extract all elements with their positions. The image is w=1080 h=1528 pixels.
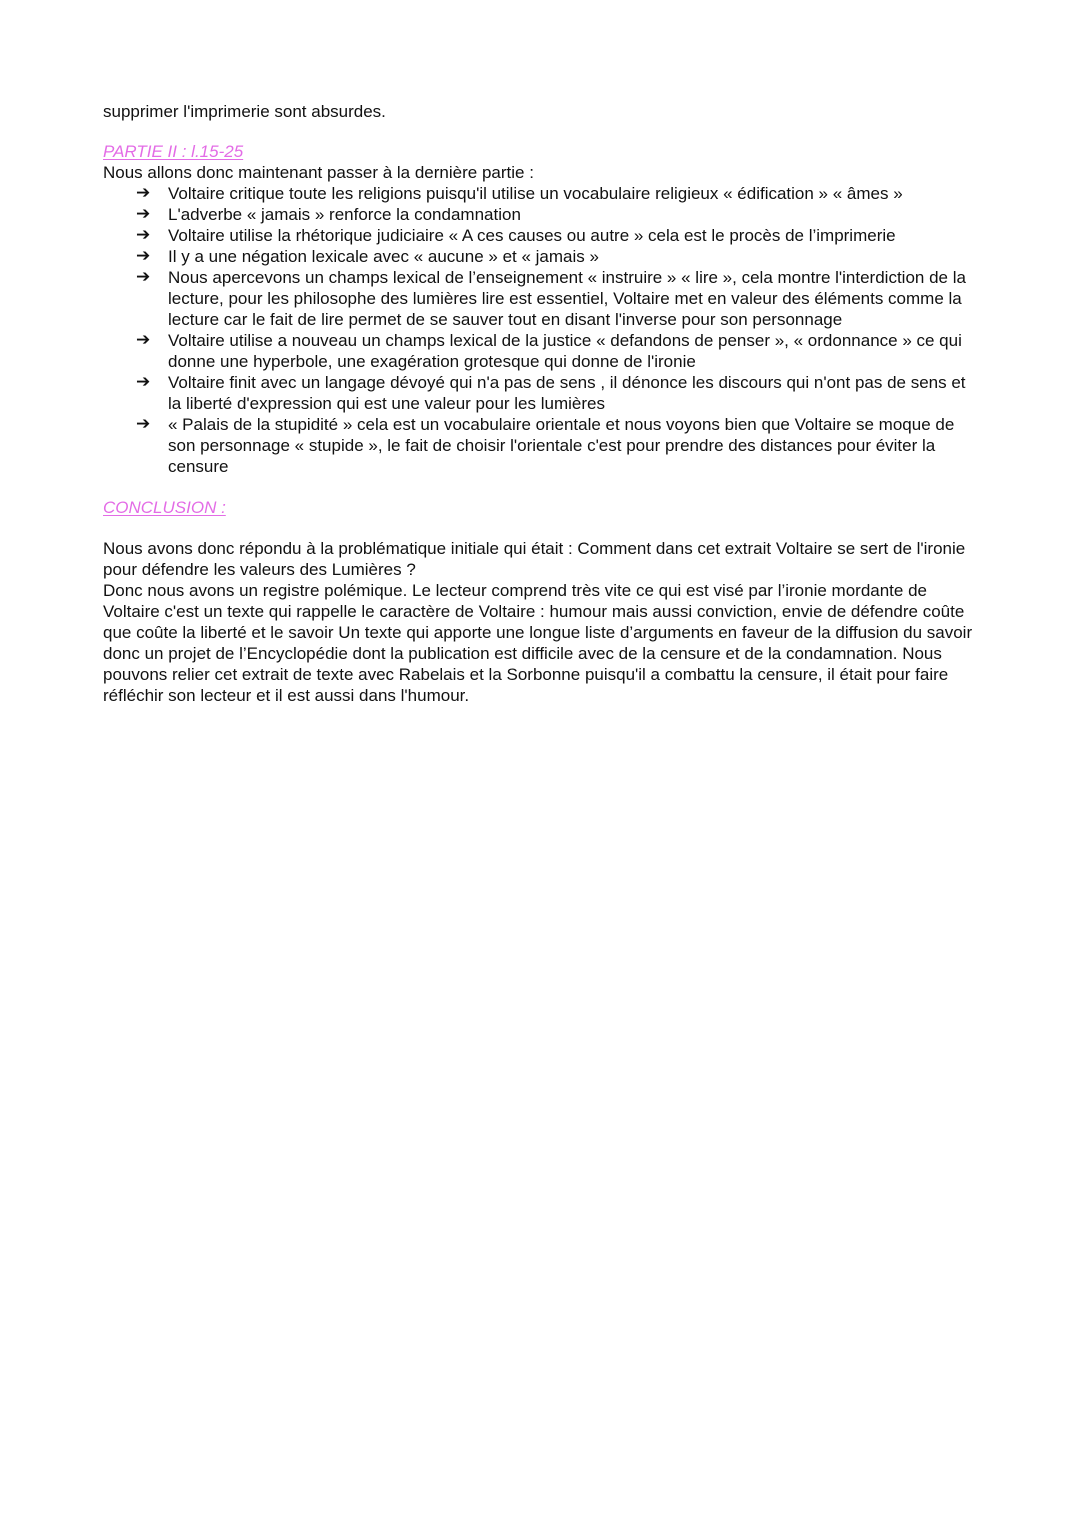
arrow-bullet-icon: ➔ [136,414,151,434]
list-item [103,267,983,330]
list-item [103,225,983,246]
list-item-text: L'adverbe « jamais » renforce la condamnation [168,205,521,224]
list-item [103,204,983,225]
arrow-bullet-icon: ➔ [136,204,151,224]
part2-heading: PARTIE II : l.15-25 [103,142,244,161]
lead-line: supprimer l'imprimerie sont absurdes. [103,102,386,121]
list-item-text: Voltaire utilise a nouveau un champs lexical de la justice « defandons de penser », « ordonnance » ce qui donne une hyperbole, une exagération grotesque qui donne de l'ironie [168,331,962,371]
document-page [103,101,983,706]
bullet-list-1 [103,183,983,330]
list-item [103,414,983,477]
arrow-bullet-icon: ➔ [136,267,151,287]
conclusion-body [103,538,983,706]
list-item-text: Voltaire critique toute les religions puisqu'il utilise un vocabulaire religieux « édification » « âmes » [168,184,903,203]
conclusion-heading: CONCLUSION : [103,498,226,517]
list-item [103,246,983,267]
arrow-bullet-icon: ➔ [136,225,151,245]
conclusion-paragraph: Nous avons donc répondu à la problématique initiale qui était : Comment dans cet extrait Voltaire se sert de l'ironie pour défendre les valeurs des Lumières ? [103,539,966,579]
list-item [103,372,983,414]
arrow-bullet-icon: ➔ [136,372,151,392]
list-item-text: « Palais de la stupidité » cela est un vocabulaire orientale et nous voyons bien que Voltaire se moque de son personnage « stupide », le fait de choisir l'orientale c'est pour prendre des distances pour éviter la censure [168,415,955,476]
list-item-text: Il y a une négation lexicale avec « aucune » et « jamais » [168,247,599,266]
bullet-list-2 [103,330,983,477]
part2-intro: Nous allons donc maintenant passer à la dernière partie : [103,163,534,182]
list-item-text: Voltaire finit avec un langage dévoyé qui n'a pas de sens , il dénonce les discours qui n'ont pas de sens et la liberté d'expression qui est une valeur pour les lumières [168,373,966,413]
list-item [103,183,983,204]
arrow-bullet-icon: ➔ [136,330,151,350]
list-item-text: Voltaire utilise la rhétorique judiciaire « A ces causes ou autre » cela est le procès de l’imprimerie [168,226,896,245]
conclusion-paragraph: Donc nous avons un registre polémique. Le lecteur comprend très vite ce qui est visé par l’ironie mordante de Voltaire c'est un texte qui rappelle le caractère de Voltaire : humour mais aussi conviction, envie de défendre coûte que coûte la liberté et le savoir Un texte qui apporte une longue liste d’arguments en faveur de la diffusion du savoir donc un projet de l’Encyclopédie dont la publication est difficile avec de la censure et de la condamnation. Nous pouvons relier cet extrait de texte avec Rabelais et la Sorbonne puisqu'il a combattu la censure, il était pour faire réfléchir son lecteur et il est aussi dans l'humour. [103,581,973,705]
list-item [103,330,983,372]
arrow-bullet-icon: ➔ [136,246,151,266]
spacer [103,122,983,141]
arrow-bullet-icon: ➔ [136,183,151,203]
list-item-text: Nous apercevons un champs lexical de l’enseignement « instruire » « lire », cela montre l'interdiction de la lecture, pour les philosophe des lumières lire est essentiel, Voltaire met en valeur des éléments comme la lecture car le fait de lire permet de se sauver tout en disant l'inverse pour son personnage [168,268,966,329]
